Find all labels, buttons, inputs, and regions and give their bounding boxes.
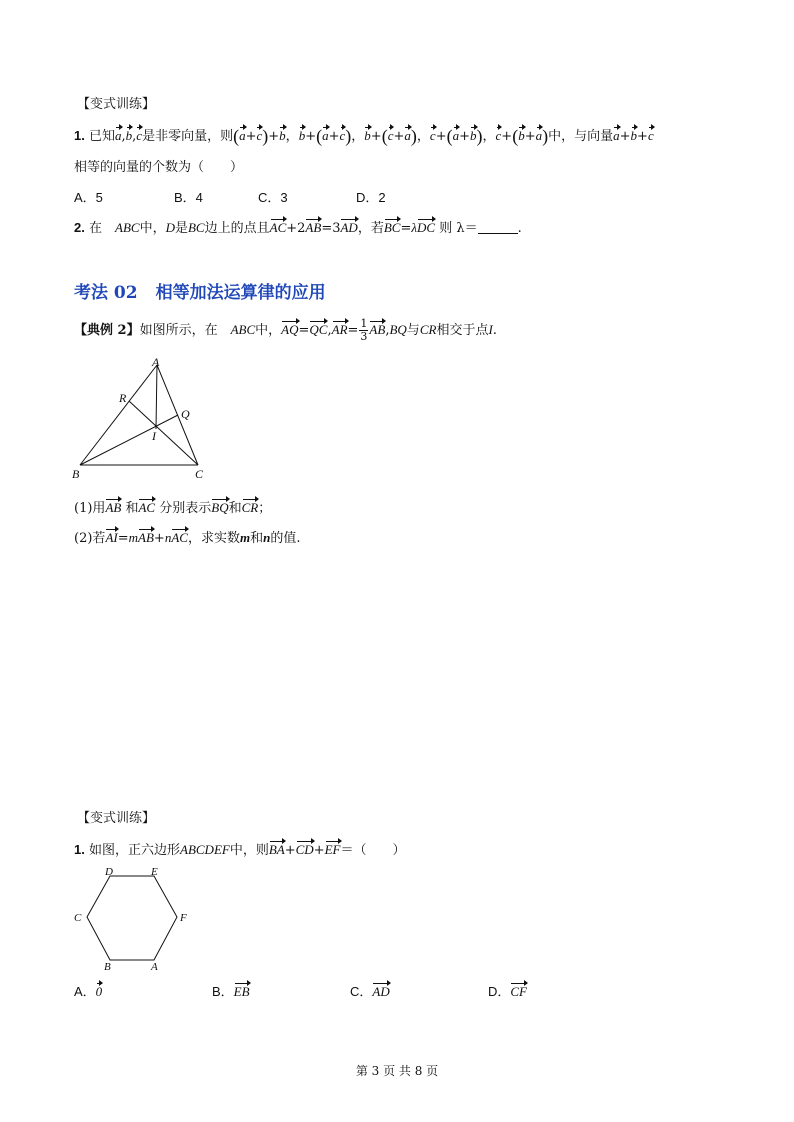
section-heading-variant-training: 【变式训练】 <box>77 96 156 111</box>
vertex-label-c: C <box>195 467 204 481</box>
option-a[interactable]: A．5 <box>74 190 103 205</box>
hex-label-f: F <box>180 912 187 924</box>
vertex-label-a: A <box>152 356 160 369</box>
sub-question-2: (2)若AI=mAB+nAC，求实数m和n的值. <box>74 530 301 546</box>
point-label-q: Q <box>181 407 190 421</box>
question-number: 2. <box>74 220 85 235</box>
hex-label-b: B <box>104 961 111 973</box>
section-heading-variant-training-2: 【变式训练】 <box>77 810 156 825</box>
answer-blank[interactable] <box>478 221 518 234</box>
vertex-label-b: B <box>72 467 80 481</box>
fraction-one-third: $\frac{1}{3}$ <box>360 317 368 343</box>
sub-question-1: (1)用AB 和AC 分别表示BQ和CR； <box>74 500 272 516</box>
option-c[interactable]: C．AD <box>350 984 390 999</box>
section-title-text: 相等加法运算律的应用 <box>155 283 326 303</box>
hexagon-question: 1. 如图，正六边形ABCDEF中，则BA+CD+EF＝（ ） <box>74 842 406 858</box>
hex-label-d: D <box>105 866 113 878</box>
option-b[interactable]: B．EB <box>212 984 250 999</box>
question-2: 2. 在 ABC中，D是BC边上的点且AC+2AB=3AD，若BC=λDC 则 λ＝ . <box>74 220 522 236</box>
option-d[interactable]: D．CF <box>488 984 528 999</box>
question-text: 是非零向量，则 <box>142 129 234 144</box>
hexagon-options <box>74 982 527 1001</box>
vector-c: c <box>136 128 143 143</box>
segment-ai <box>156 365 157 429</box>
hexagon-figure <box>70 864 200 976</box>
option-c[interactable]: C．3 <box>258 190 288 205</box>
hex-label-a: A <box>151 961 158 973</box>
option-b[interactable]: B．4 <box>174 190 203 205</box>
section-title <box>74 278 326 303</box>
question-number: 1. <box>74 128 85 143</box>
question-text: 中，与向量 <box>548 129 614 144</box>
segment-bq <box>80 415 178 465</box>
section-code: 考法 02 <box>74 283 138 303</box>
question-text: 已知 <box>88 129 115 144</box>
question-number: 1. <box>74 842 85 857</box>
question-1-options <box>74 190 386 206</box>
vector-b: b <box>125 128 133 143</box>
hex-label-c: C <box>74 912 82 924</box>
point-label-i: I <box>152 429 156 443</box>
edge-ab <box>80 365 157 465</box>
triangle-figure <box>70 356 220 486</box>
option-a[interactable]: A．0 <box>74 984 103 999</box>
hex-label-e: E <box>151 866 158 878</box>
page-footer: 第 3 页 共 8 页 <box>355 1064 439 1078</box>
regular-hexagon <box>87 876 177 960</box>
example-label: 【典例 2】 <box>74 323 140 338</box>
vector-a: a <box>115 128 122 143</box>
option-d[interactable]: D．2 <box>356 190 386 205</box>
point-label-r: R <box>119 391 127 405</box>
example-2-statement: 【典例 2】如图所示，在 ABC中，AQ=QC,AR= $\frac{1}{3}$ AB,BQ与CR相交于点I. <box>74 317 497 343</box>
question-1-line-1: 1. 已知a,b,c是非零向量，则(a+c)+b，b+(a+c)，b+(c+a)，c+(a+b)，c+(b+a)中，与向量a+b+c <box>74 126 654 146</box>
question-1-line-2: 相等的向量的个数为（ ） <box>74 160 244 175</box>
